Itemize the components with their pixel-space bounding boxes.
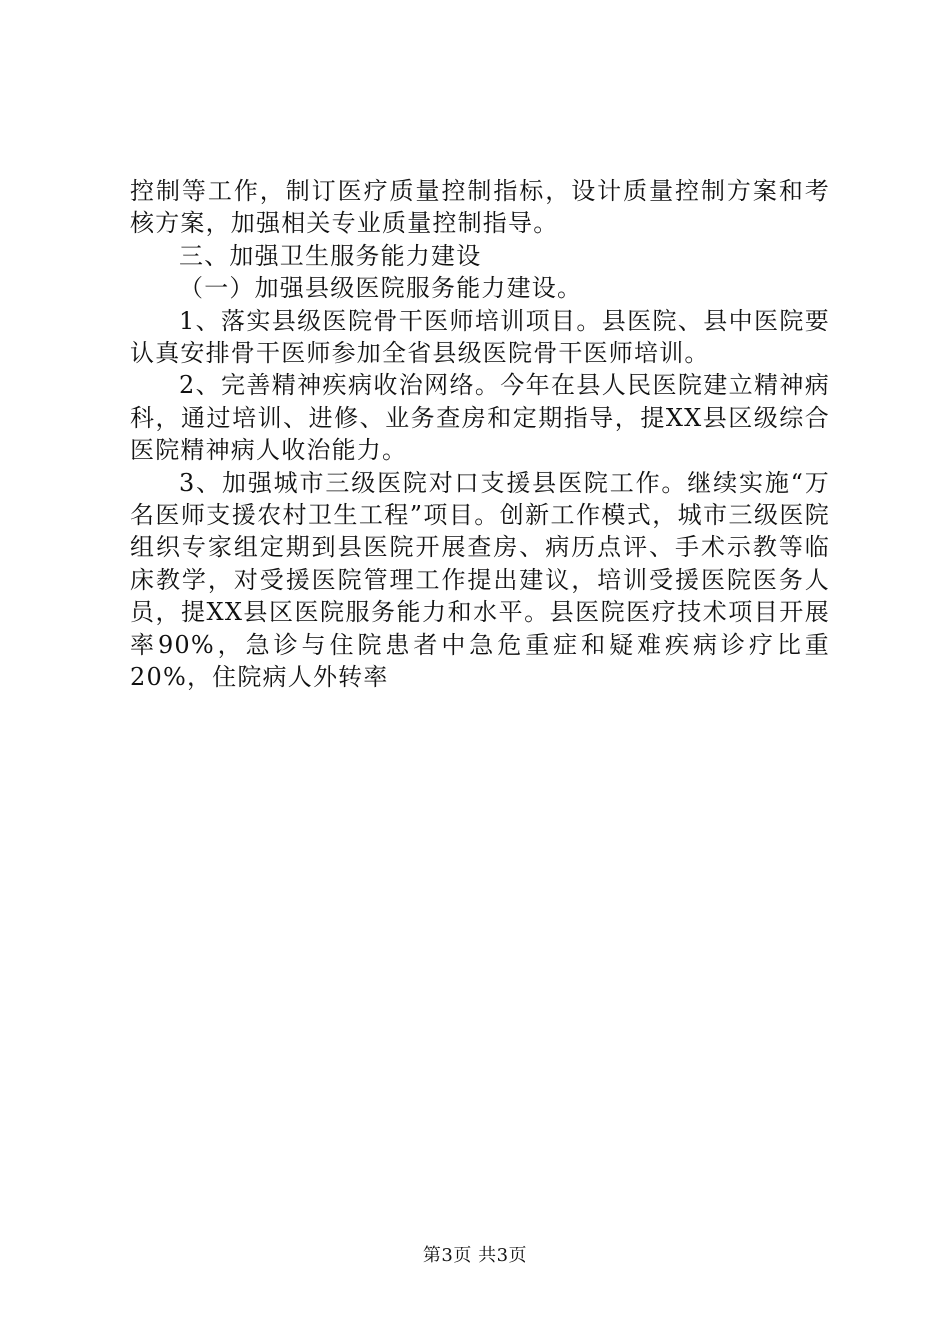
page-footer — [0, 1244, 950, 1268]
paragraph-continuation: 控制等工作，制订医疗质量控制指标，设计质量控制方案和考核方案，加强相关专业质量控制指导。 — [130, 177, 830, 238]
document-body — [130, 175, 830, 694]
page-number: 第3页 共3页 — [422, 1245, 528, 1266]
paragraph-item-1: 1、落实县级医院骨干医师培训项目。县医院、县中医院要认真安排骨干医师参加全省县级医院骨干医师培训。 — [130, 306, 830, 368]
subsection-heading: （一）加强县级医院服务能力建设。 — [179, 274, 583, 303]
section-heading: 三、加强卫生服务能力建设 — [179, 241, 482, 270]
paragraph-item-3: 3、加强城市三级医院对口支援县医院工作。继续实施“万名医师支援农村卫生工程”项目。创新工作模式，城市三级医院组织专家组定期到县医院开展查房、病历点评、手术示教等临床教学，对受援医院管理工作提出建议，培训受援医院医务人员，提XX县区医院服务能力和水平。县医院医疗技术项目开展率90%，急诊与住院患者中急危重症和疑难疾病诊疗比重20%，住院病人外转率 — [130, 468, 830, 692]
paragraph-item-2: 2、完善精神疾病收治网络。今年在县人民医院建立精神病科，通过培训、进修、业务查房和定期指导，提XX县区级综合医院精神病人收治能力。 — [130, 371, 830, 465]
